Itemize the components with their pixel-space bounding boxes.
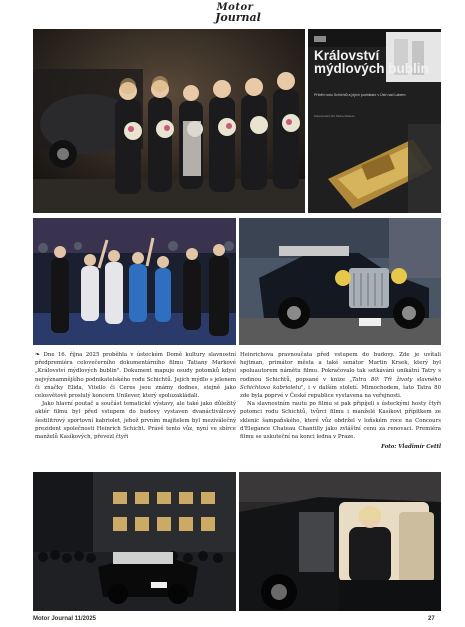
photo-crowd-at-building (33, 472, 236, 611)
photo-costumed-crowd (33, 218, 236, 345)
article-paragraph-2: Jako hlavní poutač a součást tematické výstavy, ale také jako důležitý aktér filmu byl před vstupem do budovy vystaven dvanáctiválcový šestilitrový sportovní kabriolet, jehož prvním majitelem byl meziválečný prezident společnosti Heinrich Schicht. Právě tento vůz, nyní ve sbírce manželů Kasíkových, převezl čtyři (35, 401, 236, 441)
photo-women-with-bouquets (33, 29, 305, 213)
photo-credit: Foto: Vladimír Cettl (381, 444, 441, 451)
photo-crowd-at-building-image (33, 472, 236, 611)
photo-vintage-car-image (239, 218, 441, 345)
article-paragraph-4: Na slavnostním rautu po filmu si pak připíjeli s ústeckými hosty čtyři potomci rodu Schichtů, tvůrci filmu i manželé Kasíkovi přípitkem ze sklenic šampaňského, které vůz obdržel v loňském roce na Concours d'Elegance Chateau Chantilly jako zvláštní cenu za renovaci. Premiéra filmu se uskuteční na konci ledna v Praze. (240, 401, 441, 441)
film-poster (308, 29, 441, 213)
photo-woman-in-car-image (239, 472, 441, 611)
poster-subtitle: Příběh rodu Schichtů a jejich podnikání v Ústí nad Labem (314, 93, 406, 97)
photo-costumed-crowd-image (33, 218, 236, 345)
masthead-logo (205, 3, 265, 25)
paragraph-ornament-icon: ❧ (35, 351, 44, 358)
poster-title: Království mýdlových bublin (314, 48, 429, 76)
article-column-right (240, 351, 441, 451)
book-title: „Tatra 80: Tři životy slavného Schichtova kabrioletu" (240, 376, 441, 391)
poster-small-print: Dokumentární film Tatiany Markové (314, 115, 355, 118)
photo-women-with-bouquets-image (33, 29, 305, 213)
footer-issue: Motor Journal 11/2025 (33, 616, 97, 622)
masthead-line2: Journal (215, 11, 261, 24)
article-paragraph-1: ❧ Dne 16. října 2025 proběhla v ústeckém Domě kultury slavnostní předpremiéra celovečerního dokumentárního filmu Tatiany Markové „Království mýdlových bublin". Dokument mapuje osudy potomků kdysi nejvýznamnějšího podnikatelského rodu Schichtů. Jejich mýdlo s jelenem či značky Elida, Vitello či Ceres jsou známy dodnes, stejně jako celosvětově proslulý koncern Unilever, který spoluzakládali. (35, 351, 237, 400)
photo-vintage-car (239, 218, 441, 345)
article-column-left (35, 351, 236, 441)
photo-woman-in-car (239, 472, 441, 611)
masthead-line1: Motor (216, 2, 254, 13)
article-paragraph-3: Heinrichova pravnoučata před vstupem do budovy. Zde je uvítali hejtman, primátor města a také senátor Martin Krsek, který byl spoluautorem námětu filmu. Pokračovalo tak setkávání unikátní Tatry s rodinou Schichtů, popsané v knize „Tatra 80: Tři životy slavného Schichtova kabrioletu", i v dalším století. Mimochodem, tato Tatra 80 zde byla poprvé v České republice vystavena na veřejnosti. (240, 352, 442, 400)
page-number: 27 (428, 616, 435, 622)
